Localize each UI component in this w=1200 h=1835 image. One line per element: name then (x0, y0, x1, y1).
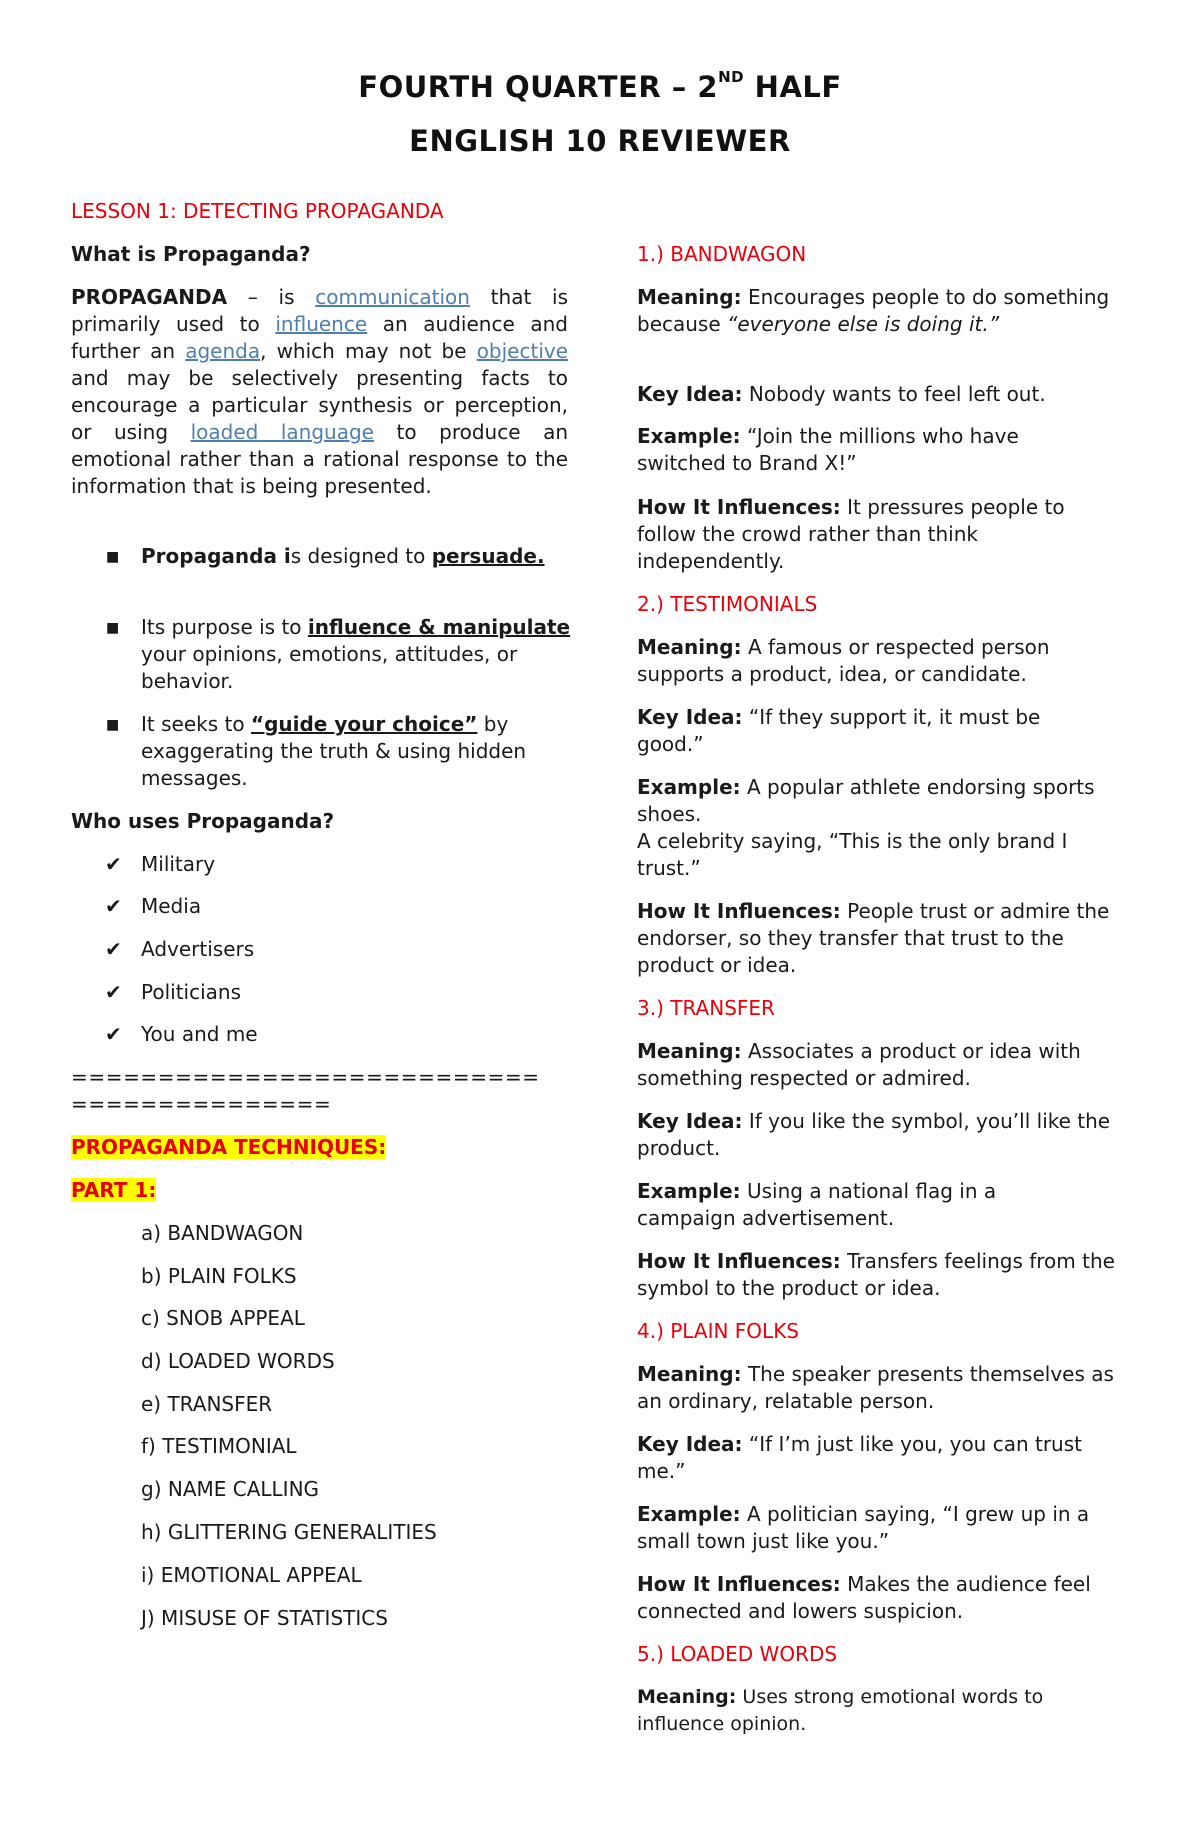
techniques-heading: PROPAGANDA TECHNIQUES: (71, 1135, 387, 1159)
divider-line: =========================== (71, 1065, 540, 1089)
transfer-example: Example: Using a national flag in a campaign advertisement. (637, 1179, 997, 1230)
transfer-how: How It Influences: Transfers feelings from the symbol to the product or idea. (637, 1249, 1115, 1300)
technique-item: b) PLAIN FOLKS (141, 1264, 297, 1288)
transfer-heading: 3.) TRANSFER (637, 996, 775, 1020)
page-title (0, 70, 1200, 104)
link-influence[interactable]: influence (275, 312, 368, 336)
link-objective[interactable]: objective (476, 339, 569, 363)
technique-item: c) SNOB APPEAL (141, 1306, 305, 1330)
checkmark-icon: ✔ (105, 937, 122, 961)
bandwagon-key-idea: Key Idea: Nobody wants to feel left out. (637, 382, 1046, 406)
checkmark-icon: ✔ (105, 852, 122, 876)
title-suffix: HALF (744, 70, 842, 104)
testimonials-meaning: Meaning: A famous or respected person supports a product, idea, or candidate. (637, 635, 1050, 686)
user-item: ✔ You and me (105, 1022, 258, 1046)
user-item: ✔ Politicians (105, 980, 241, 1004)
plain-folks-key-idea: Key Idea: “If I’m just like you, you can trust me.” (637, 1432, 1082, 1483)
divider-line: =============== (71, 1092, 332, 1116)
square-bullet-icon: ■ (106, 717, 120, 733)
technique-item: d) LOADED WORDS (141, 1349, 335, 1373)
checkmark-icon: ✔ (105, 894, 122, 918)
bandwagon-example: Example: “Join the millions who have switched to Brand X!” (637, 424, 1019, 475)
transfer-key-idea: Key Idea: If you like the symbol, you’ll like the product. (637, 1109, 1111, 1160)
plain-folks-meaning: Meaning: The speaker presents themselves as an ordinary, relatable person. (637, 1362, 1114, 1413)
part-heading: PART 1: (71, 1178, 157, 1202)
what-heading: What is Propaganda? (71, 242, 311, 266)
plain-folks-example: Example: A politician saying, “I grew up in a small town just like you.” (637, 1502, 1090, 1553)
technique-item: J) MISUSE OF STATISTICS (141, 1606, 388, 1630)
bullet-item: ■ It seeks to “guide your choice” by exaggerating the truth & using hidden messages. (106, 712, 527, 790)
checkmark-icon: ✔ (105, 980, 122, 1004)
testimonials-how: How It Influences: People trust or admire the endorser, so they transfer that trust to the product or idea. (637, 899, 1110, 977)
transfer-meaning: Meaning: Associates a product or idea with something respected or admired. (637, 1039, 1081, 1090)
lesson-title: LESSON 1: DETECTING PROPAGANDA (71, 199, 444, 223)
bandwagon-meaning: Meaning: Encourages people to do something because “everyone else is doing it.” (637, 285, 1110, 336)
user-item: ✔ Military (105, 852, 216, 876)
definition-term: PROPAGANDA (71, 285, 228, 309)
testimonials-key-idea: Key Idea: “If they support it, it must be good.” (637, 705, 1041, 756)
technique-item: i) EMOTIONAL APPEAL (141, 1563, 362, 1587)
definition-paragraph: PROPAGANDA – is communication that is primarily used to influence an audience and further an agenda, which may not be objective and may be selectively presenting facts to encourage a particular synthesis or perception, or using loaded language to produce an emotional rather than a rational response to the information that is being presented. (71, 285, 569, 498)
plain-folks-heading: 4.) PLAIN FOLKS (637, 1319, 800, 1343)
link-loaded-language[interactable]: loaded language (190, 420, 374, 444)
bullet-item: ■ Propaganda is designed to persuade. (141, 543, 561, 570)
testimonials-heading: 2.) TESTIMONIALS (637, 592, 818, 616)
loaded-words-heading: 5.) LOADED WORDS (637, 1642, 838, 1666)
user-item: ✔ Media (105, 894, 202, 918)
technique-item: g) NAME CALLING (141, 1477, 320, 1501)
square-bullet-icon: ■ (106, 620, 120, 636)
plain-folks-how: How It Influences: Makes the audience feel connected and lowers suspicion. (637, 1572, 1091, 1623)
link-communication[interactable]: communication (315, 285, 470, 309)
who-heading: Who uses Propaganda? (71, 809, 335, 833)
technique-item: e) TRANSFER (141, 1392, 273, 1416)
loaded-words-meaning: Meaning: Uses strong emotional words to influence opinion. (637, 1686, 1044, 1735)
technique-item: a) BANDWAGON (141, 1221, 304, 1245)
technique-item: f) TESTIMONIAL (141, 1434, 297, 1458)
testimonials-example: Example: A popular athlete endorsing sports shoes. A celebrity saying, “This is the only brand I trust.” (637, 775, 1095, 880)
checkmark-icon: ✔ (105, 1022, 122, 1046)
link-agenda[interactable]: agenda (185, 339, 261, 363)
user-item: ✔ Advertisers (105, 937, 255, 961)
technique-item: h) GLITTERING GENERALITIES (141, 1520, 437, 1544)
square-bullet-icon: ■ (106, 549, 120, 565)
title-prefix: FOURTH QUARTER – 2 (358, 70, 719, 104)
bandwagon-how: How It Influences: It pressures people to follow the crowd rather than think independently. (637, 495, 1065, 573)
page-subtitle: ENGLISH 10 REVIEWER (409, 124, 791, 158)
bandwagon-heading: 1.) BANDWAGON (637, 242, 807, 266)
title-superscript: ND (718, 68, 745, 86)
bullet-item: ■ Its purpose is to influence & manipulate your opinions, emotions, attitudes, or behavior. (106, 615, 571, 693)
